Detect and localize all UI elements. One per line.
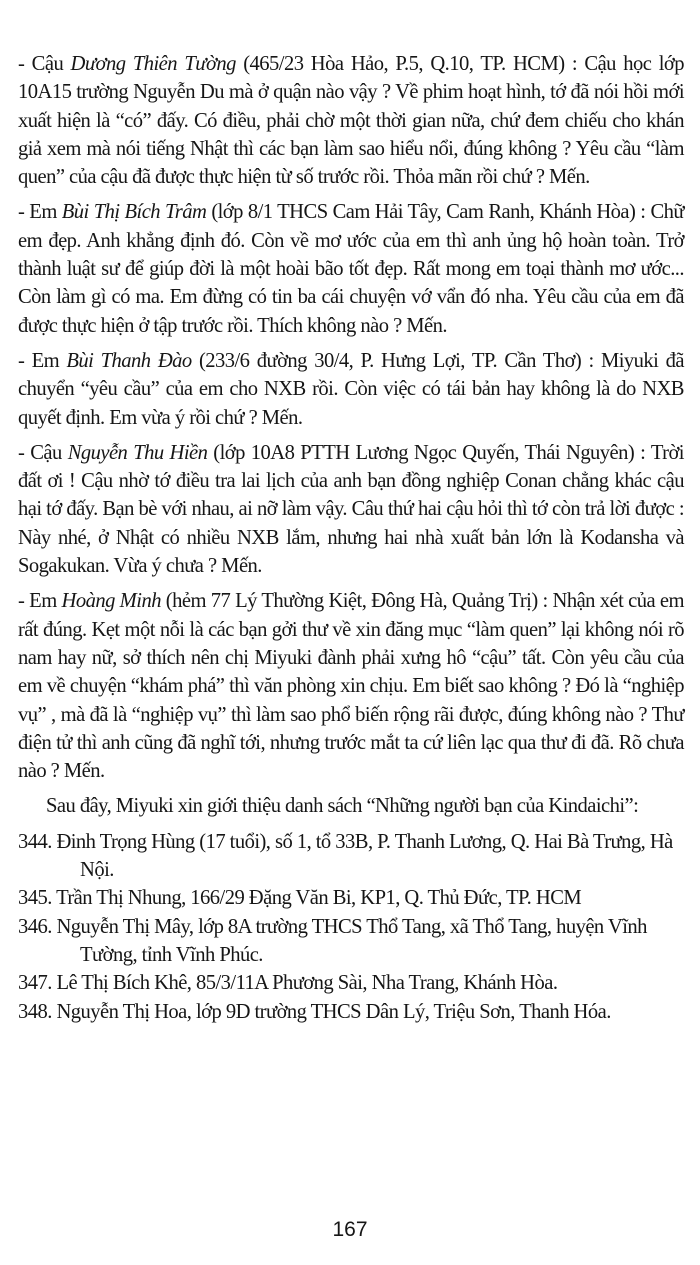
reply-text: (lớp 10A8 PTTH Lương Ngọc Quyến, Thái Nguyên) : Trời đất ơi ! Cậu nhờ tớ điều tra lai lịch của anh bạn đồng nghiệp Conan chẳng khác cậu hại tớ đấy. Bạn bè với nhau, ai nỡ làm vậy. Câu thứ hai cậu hỏi thì tớ còn trả lời được : Này nhé, ở Nhật có nhiều NXB lắm, nhưng hai nhà xuất bản lớn là Kodansha và Sogakukan. Vừa ý chưa ? Mến.: [18, 441, 684, 578]
salutation: - Em: [18, 349, 67, 372]
reader-name: Bùi Thị Bích Trâm: [61, 201, 207, 224]
reply-text: (lớp 8/1 THCS Cam Hải Tây, Cam Ranh, Khánh Hòa) : Chữ em đẹp. Anh khẳng định đó. Còn về mơ ước của em thì anh ủng hộ hoàn toàn. Trở thành luật sư để giúp đời là một hoài bão tốt đẹp. Rất mong em toại thành mơ ước... Còn làm gì có ma. Em đừng có tin ba cái chuyện vớ vẩn đó nha. Yêu cầu của em đã được thực hiện ở tập trước rồi. Thích không nào ? Mến.: [18, 201, 684, 337]
letter-reply: [18, 347, 684, 432]
reply-text: (465/23 Hòa Hảo, P.5, Q.10, TP. HCM) : Cậu học lớp 10A15 trường Nguyễn Du mà ở quận nào vậy ? Về phim hoạt hình, tớ đã nói hồi mới xuất hiện là “có” đấy. Có điều, phải chờ một thời gian nữa, chứ đem chiếu cho khán giả xem mà nói tiếng Nhật thì các bạn làm sao hiểu nổi, đúng không ? Yêu cầu “làm quen” của cậu đã được thực hiện từ số trước rồi. Thỏa mãn rồi chứ ? Mến.: [18, 53, 684, 189]
reply-text: (hẻm 77 Lý Thường Kiệt, Đông Hà, Quảng Trị) : Nhận xét của em rất đúng. Kẹt một nỗi là các bạn gởi thư về xin đăng mục “làm quen” lại không nói rõ nam hay nữ, sở thích nên chị Miyuki đành phải xưng hô “cậu” tất. Còn yêu cầu của em về chuyện “khám phá” thì văn phòng xin chịu. Em biết sao không ? Đó là “nghiệp vụ” , mà đã là “nghiệp vụ” thì làm sao phổ biến rộng rãi được, đúng không nào ? Thư điện tử thì anh cũng đã nghĩ tới, nhưng trước mắt ta cứ liên lạc qua thư đi đã. Rõ chưa nào ? Mến.: [18, 590, 684, 783]
list-item: 346. Nguyễn Thị Mây, lớp 8A trường THCS Thổ Tang, xã Thổ Tang, huyện Vĩnh Tường, tỉnh Vĩnh Phúc.: [18, 915, 647, 966]
list-item: 347. Lê Thị Bích Khê, 85/3/11A Phương Sài, Nha Trang, Khánh Hòa.: [18, 972, 558, 995]
letter-reply: [18, 439, 684, 580]
friends-list-intro: Sau đây, Miyuki xin giới thiệu danh sách “Những người bạn của Kindaichi”:: [46, 795, 639, 818]
reader-name: Nguyễn Thu Hiền: [67, 441, 208, 464]
list-item: 348. Nguyễn Thị Hoa, lớp 9D trường THCS Dân Lý, Triệu Sơn, Thanh Hóa.: [18, 1000, 611, 1023]
salutation: - Em: [18, 590, 62, 613]
reader-name: Dương Thiên Tường: [70, 53, 236, 75]
reader-name: Bùi Thanh Đào: [66, 349, 192, 372]
salutation: - Cậu: [18, 441, 68, 464]
list-item: 345. Trần Thị Nhung, 166/29 Đặng Văn Bi, KP1, Q. Thủ Đức, TP. HCM: [18, 887, 582, 910]
salutation: - Em: [18, 201, 62, 224]
list-item: 344. Đinh Trọng Hùng (17 tuổi), số 1, tổ 33B, P. Thanh Lương, Q. Hai Bà Trưng, Hà Nội.: [18, 830, 673, 882]
letter-reply: [18, 198, 684, 339]
reader-name: Hoàng Minh: [61, 590, 161, 613]
document-page: [18, 50, 684, 1026]
letter-reply: [18, 587, 684, 785]
reply-text: (233/6 đường 30/4, P. Hưng Lợi, TP. Cần Thơ) : Miyuki đã chuyển “yêu cầu” của em cho NXB rồi. Còn việc có tái bản hay không là do NXB quyết định. Em vừa ý rồi chứ ? Mến.: [18, 349, 684, 429]
page-number: 167: [332, 1218, 368, 1241]
letter-reply: [18, 50, 684, 191]
friends-list: [18, 828, 684, 1026]
salutation: - Cậu: [18, 53, 71, 75]
